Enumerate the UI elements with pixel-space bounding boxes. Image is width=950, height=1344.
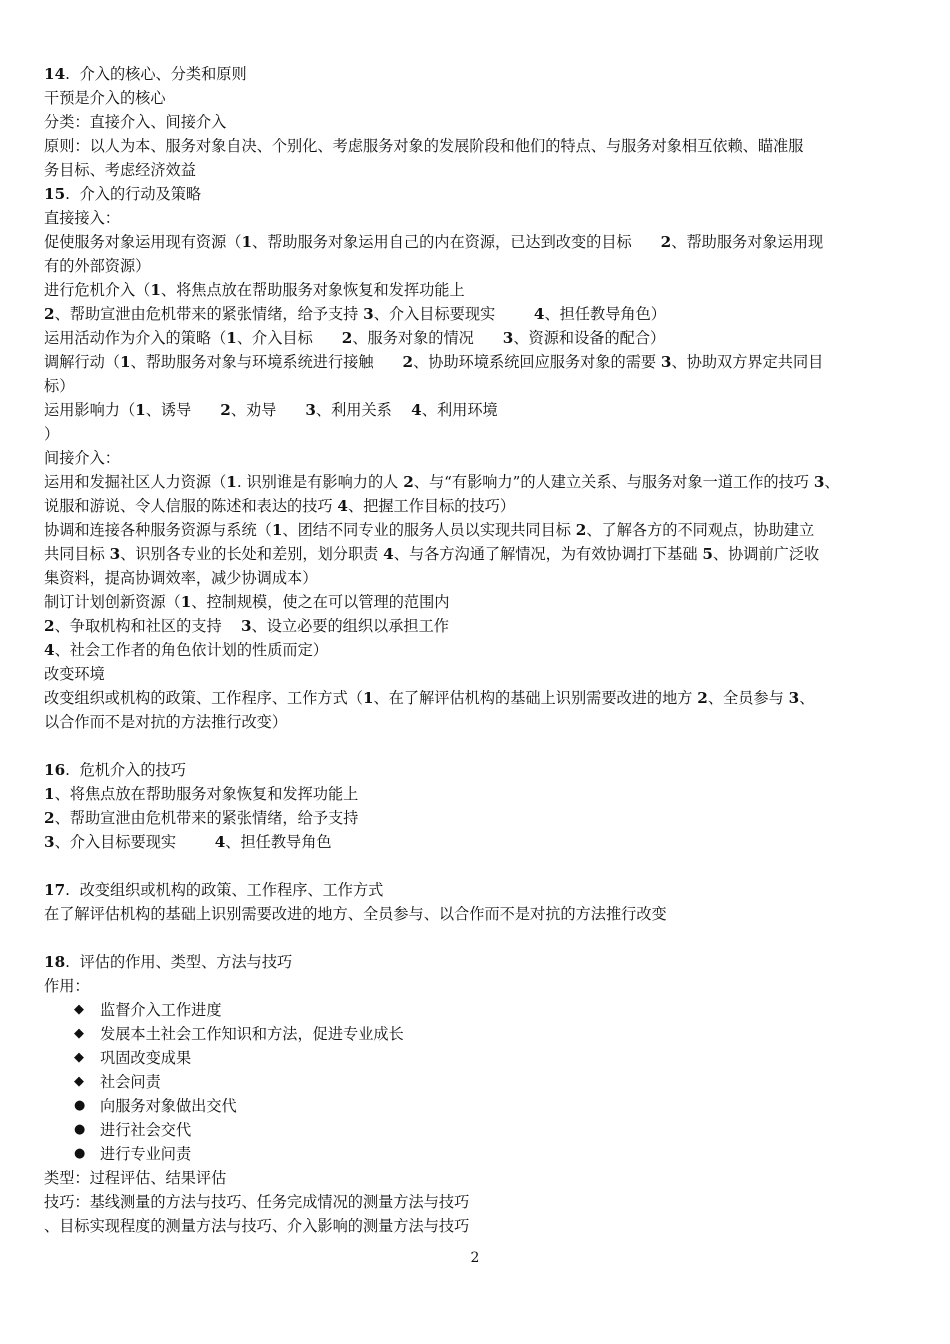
text-line: 4、社会工作者的角色依计划的性质而定） bbox=[44, 641, 328, 659]
text-line: 在了解评估机构的基础上识别需要改进的地方、全员参与、以合作而不是对抗的方法推行改变 bbox=[44, 905, 667, 923]
text-line: 、目标实现程度的测量方法与技巧、介入影响的测量方法与技巧 bbox=[44, 1217, 470, 1235]
blank-line bbox=[44, 854, 898, 878]
text-line: 2、帮助宣泄由危机带来的紧张情绪，给予支持 3、介入目标要现实 4、担任教导角色） bbox=[44, 305, 666, 323]
page-number: 2 bbox=[470, 1250, 480, 1266]
bullet-text: 向服务对象做出交代 bbox=[100, 1097, 237, 1115]
diamond-bullet-icon: ◆ bbox=[74, 1002, 84, 1017]
text-line: 1、将焦点放在帮助服务对象恢复和发挥功能上 bbox=[44, 785, 359, 803]
text-line: 有的外部资源） bbox=[44, 257, 151, 275]
text-line: 制订计划创新资源（1、控制规模，使之在可以管理的范围内 bbox=[44, 593, 450, 611]
bullet-item bbox=[44, 1094, 898, 1118]
bullet-text: 进行专业问责 bbox=[100, 1145, 192, 1163]
text-line: 技巧：基线测量的方法与技巧、任务完成情况的测量方法与技巧 bbox=[44, 1193, 470, 1211]
bullet-text: 监督介入工作进度 bbox=[100, 1001, 222, 1019]
diamond-bullet-icon: ◆ bbox=[74, 1050, 84, 1065]
text-line: 18. 评估的作用、类型、方法与技巧 bbox=[44, 953, 293, 971]
text-line: 作用： bbox=[44, 977, 90, 995]
text-line: 集资料，提高协调效率，减少协调成本） bbox=[44, 569, 318, 587]
text-line: 协调和连接各种服务资源与系统（1、团结不同专业的服务人员以实现共同目标 2、了解各方的不同观点，协助建立 bbox=[44, 521, 815, 539]
text-line: 标） bbox=[44, 377, 75, 395]
bullet-list bbox=[44, 998, 898, 1166]
bullet-text: 巩固改变成果 bbox=[100, 1049, 192, 1067]
text-line: 说服和游说、令人信服的陈述和表达的技巧 4、把握工作目标的技巧） bbox=[44, 497, 516, 515]
text-line: 务目标、考虑经济效益 bbox=[44, 161, 196, 179]
text-line: 调解行动（1、帮助服务对象与环境系统进行接触 2、协助环境系统回应服务对象的需要 3、协助双方界定共同目 bbox=[44, 353, 824, 371]
dot-bullet-icon: ● bbox=[74, 1146, 86, 1161]
bullet-text: 进行社会交代 bbox=[100, 1121, 192, 1139]
bullet-item bbox=[44, 1022, 898, 1046]
text-line: 促使服务对象运用现有资源（1、帮助服务对象运用自己的内在资源，已达到改变的目标 2、帮助服务对象运用现 bbox=[44, 233, 824, 251]
text-line: 17. 改变组织或机构的政策、工作程序、工作方式 bbox=[44, 881, 384, 899]
bullet-item bbox=[44, 1070, 898, 1094]
bullet-item bbox=[44, 1046, 898, 1070]
dot-bullet-icon: ● bbox=[74, 1122, 86, 1137]
text-line: 改变组织或机构的政策、工作程序、工作方式（1、在了解评估机构的基础上识别需要改进的地方 2、全员参与 3、 bbox=[44, 689, 815, 707]
blank-line bbox=[44, 734, 898, 758]
text-line: 2、争取机构和社区的支持 3、设立必要的组织以承担工作 bbox=[44, 617, 449, 635]
text-block-tail bbox=[44, 1166, 898, 1238]
text-line: 改变环境 bbox=[44, 665, 105, 683]
text-line: 14. 介入的核心、分类和原则 bbox=[44, 65, 247, 83]
diamond-bullet-icon: ◆ bbox=[74, 1074, 84, 1089]
text-block-main bbox=[44, 62, 898, 998]
text-line: 进行危机介入（1、将焦点放在帮助服务对象恢复和发挥功能上 bbox=[44, 281, 465, 299]
document-body bbox=[44, 62, 898, 1238]
bullet-item bbox=[44, 1118, 898, 1142]
text-line: 间接介入： bbox=[44, 449, 120, 467]
blank-line bbox=[44, 926, 898, 950]
bullet-text: 社会问责 bbox=[100, 1073, 161, 1091]
bullet-text: 发展本土社会工作知识和方法，促进专业成长 bbox=[100, 1025, 404, 1043]
text-line: 运用活动作为介入的策略（1、介入目标 2、服务对象的情况 3、资源和设备的配合） bbox=[44, 329, 666, 347]
text-line: 直接接入： bbox=[44, 209, 120, 227]
text-line: 原则：以人为本、服务对象自决、个别化、考虑服务对象的发展阶段和他们的特点、与服务对象相互依赖、瞄准服 bbox=[44, 137, 804, 155]
text-line: 干预是介入的核心 bbox=[44, 89, 166, 107]
text-line: 3、介入目标要现实 4、担任教导角色 bbox=[44, 833, 332, 851]
text-line: 2、帮助宣泄由危机带来的紧张情绪，给予支持 bbox=[44, 809, 359, 827]
text-line: 16. 危机介入的技巧 bbox=[44, 761, 186, 779]
text-line: 运用和发掘社区人力资源（1. 识别谁是有影响力的人 2、与“有影响力”的人建立关系、与服务对象一道工作的技巧 3、 bbox=[44, 473, 840, 491]
text-line: 类型：过程评估、结果评估 bbox=[44, 1169, 227, 1187]
text-line: 共同目标 3、识别各专业的长处和差别，划分职责 4、与各方沟通了解情况，为有效协调打下基础 5、协调前广泛收 bbox=[44, 545, 820, 563]
text-line: 15. 介入的行动及策略 bbox=[44, 185, 202, 203]
dot-bullet-icon: ● bbox=[74, 1098, 86, 1113]
bullet-item bbox=[44, 1142, 898, 1166]
diamond-bullet-icon: ◆ bbox=[74, 1026, 84, 1041]
text-line: 以合作而不是对抗的方法推行改变） bbox=[44, 713, 287, 731]
bullet-item bbox=[44, 998, 898, 1022]
text-line: 分类：直接介入、间接介入 bbox=[44, 113, 227, 131]
text-line: ） bbox=[44, 425, 60, 443]
text-line: 运用影响力（1、诱导 2、劝导 3、利用关系 4、利用环境 bbox=[44, 401, 498, 419]
